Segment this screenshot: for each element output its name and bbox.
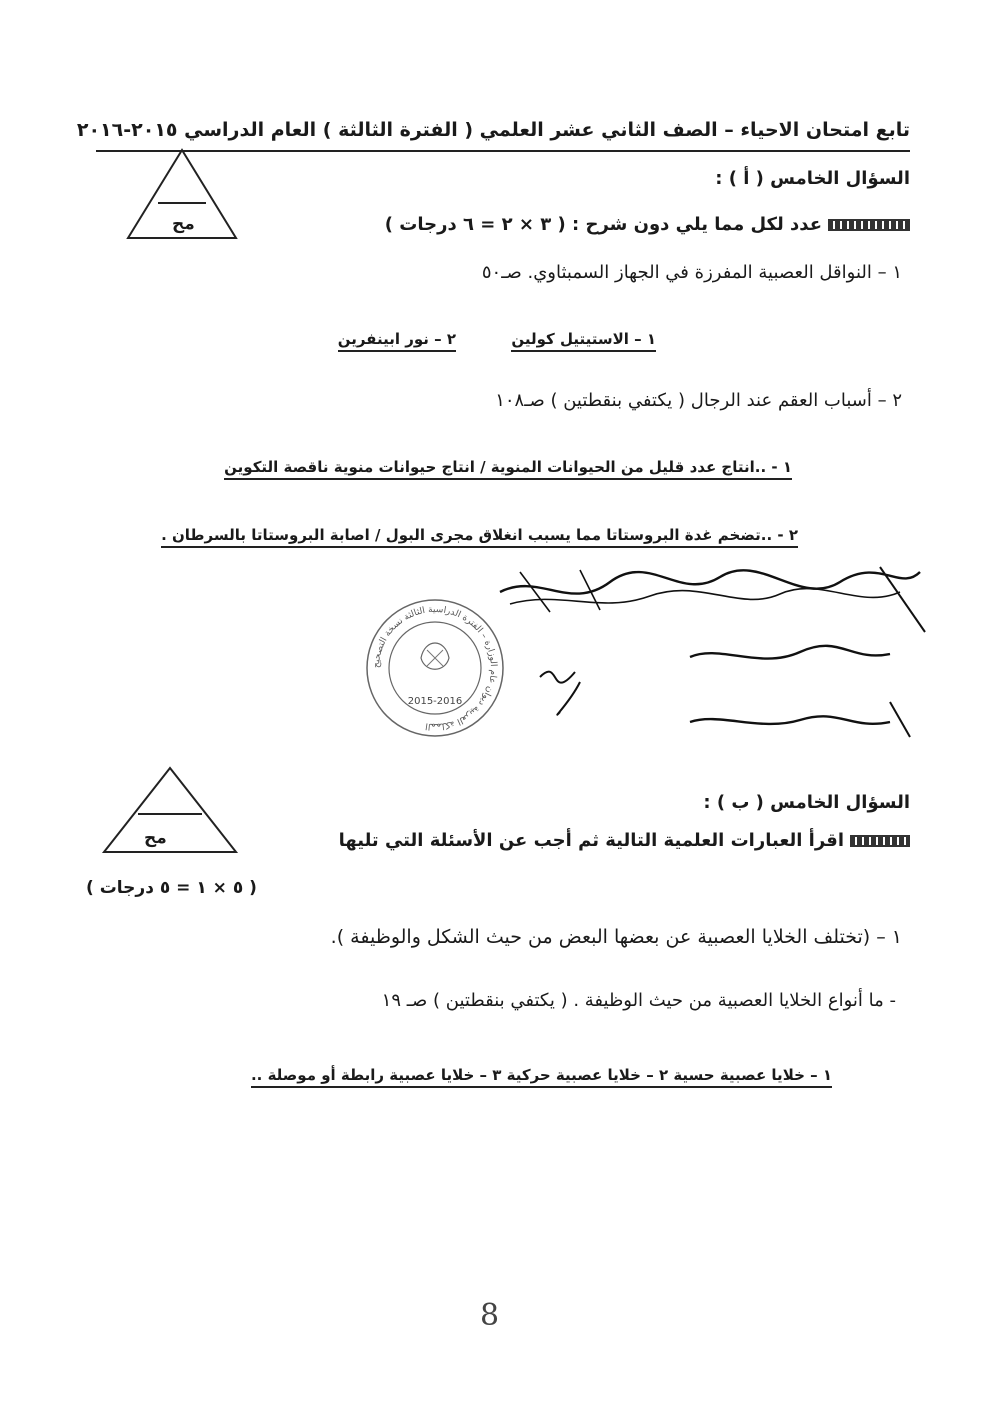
underline-mark xyxy=(828,219,910,231)
underline-mark xyxy=(850,835,910,847)
grader-mark-b: مح xyxy=(144,828,167,848)
section-b-marks: ( ٥ × ١ = ٥ درجات ) xyxy=(86,878,257,898)
itemb1-question: - ما أنواع الخلايا العصبية من حيث الوظيفة . ( يكتفي بنقطتين ) صـ ١٩ xyxy=(381,990,896,1011)
section-a-title: السؤال الخامس ( أ ) : xyxy=(715,168,910,189)
itemb1-answer: ١ – خلايا عصبية حسية ٢ – خلايا عصبية حركية ٣ – خلايا عصبية رابطة أو موصلة .. xyxy=(251,1066,832,1088)
item1-prompt: ١ – النواقل العصبية المفرزة في الجهاز السمبثاوي. صـ٥٠ xyxy=(481,262,902,283)
instruction-text: اقرأ العبارات العلمية التالية ثم أجب عن الأسئلة التي تليها xyxy=(338,830,844,851)
itemb1-statement: ١ – (تختلف الخلايا العصبية عن بعضها البعض من حيث الشكل والوظيفة ). xyxy=(330,926,902,948)
grade-triangle-icon xyxy=(100,764,240,856)
official-seal xyxy=(365,598,505,738)
instruction-text: عدد لكل مما يلي دون شرح : xyxy=(572,214,822,235)
section-a-instruction xyxy=(385,214,910,235)
section-b-title: السؤال الخامس ( ب ) : xyxy=(703,792,910,813)
item2-prompt: ٢ – أسباب العقم عند الرجال ( يكتفي بنقطتين ) صـ١٠٨ xyxy=(495,390,902,411)
seal-ring-text: المملكة العربية ديوان عام الوزارة – الفترة الدراسية الثالثة نسخة التصحيح xyxy=(371,604,499,732)
grader-mark-a: مح xyxy=(172,214,195,234)
item1-answer2: ٢ – نور ابينفرين xyxy=(338,330,456,352)
seal-year: 2015-2016 xyxy=(407,696,463,707)
item2-answer2: ٢ - ..تضخم غدة البروستاتا مما يسبب انغلاق مجرى البول / اصابة البروستاتا بالسرطان . xyxy=(161,526,798,548)
exam-header: تابع امتحان الاحياء – الصف الثاني عشر العلمي ( الفترة الثالثة ) العام الدراسي ٢٠١٥-٢٠١٦ xyxy=(96,118,910,152)
signature-scribbles-icon xyxy=(480,562,940,762)
marks-text: ( ٣ × ٢ = ٦ درجات ) xyxy=(384,214,566,235)
section-b-instruction xyxy=(339,830,910,851)
page-number: 8 xyxy=(480,1298,500,1333)
item2-answer1: ١ - ..انتاج عدد قليل من الحيوانات المنوية / انتاج حيوانات منوية ناقصة التكوين xyxy=(224,458,792,480)
svg-text:المملكة العربية ديوان عام الوز xyxy=(372,605,498,731)
item1-answer1: ١ – الاستيتيل كولين xyxy=(511,330,656,352)
